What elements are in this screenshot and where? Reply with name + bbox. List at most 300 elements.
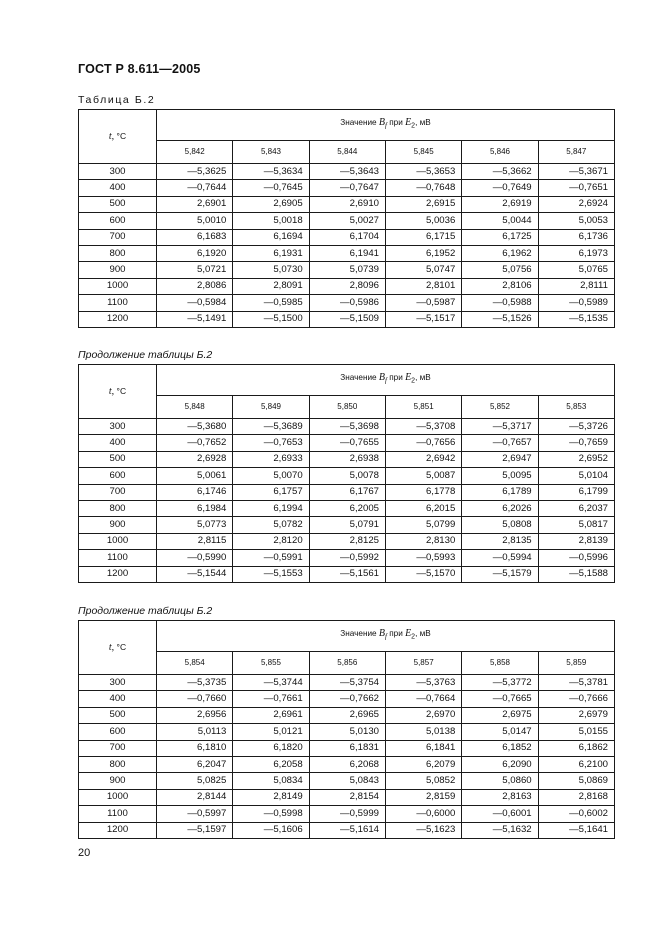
table-row	[79, 311, 615, 327]
column-header: 5,859	[538, 652, 614, 675]
table-row	[79, 229, 615, 245]
value-cell: 5,0018	[233, 213, 309, 229]
value-cell: —5,1597	[157, 822, 233, 838]
table-2-body	[79, 419, 615, 583]
value-cell: 2,6970	[385, 707, 461, 723]
value-cell: 6,1736	[538, 229, 614, 245]
value-cell: 2,8101	[385, 278, 461, 294]
value-cell: —5,1614	[309, 822, 385, 838]
value-cell: —5,1579	[462, 566, 538, 582]
value-cell: 5,0825	[157, 773, 233, 789]
value-cell: —0,7645	[233, 180, 309, 196]
column-header: 5,849	[233, 396, 309, 419]
temperature-cell: 1000	[79, 789, 157, 805]
value-sub-e: 2	[411, 633, 416, 641]
table-row	[79, 806, 615, 822]
column-header: 5,845	[385, 141, 461, 164]
value-cell: 5,0027	[309, 213, 385, 229]
value-symbol-e: E	[405, 628, 412, 640]
value-cell: —0,7662	[309, 691, 385, 707]
table-2-head	[79, 365, 615, 419]
value-cell: 2,6938	[309, 451, 385, 467]
value-cell: —0,5999	[309, 806, 385, 822]
value-cell: 2,6942	[385, 451, 461, 467]
value-cell: 6,2090	[462, 756, 538, 772]
value-mid: при	[389, 118, 403, 128]
value-sub-e: 2	[411, 122, 416, 130]
value-cell: —5,1641	[538, 822, 614, 838]
value-band-header	[157, 621, 615, 652]
value-cell: —0,7660	[157, 691, 233, 707]
table-row	[79, 789, 615, 805]
value-cell: 2,8106	[462, 278, 538, 294]
document-header: ГОСТ Р 8.611—2005	[78, 62, 201, 76]
value-cell: 5,0756	[462, 262, 538, 278]
value-cell: —0,5990	[157, 550, 233, 566]
column-header: 5,855	[233, 652, 309, 675]
value-cell: 6,1715	[385, 229, 461, 245]
temperature-cell: 500	[79, 451, 157, 467]
value-cell: 5,0087	[385, 468, 461, 484]
value-cell: 5,0852	[385, 773, 461, 789]
temp-unit: °C	[116, 642, 127, 652]
value-cell: —0,7661	[233, 691, 309, 707]
value-cell: —0,5988	[462, 295, 538, 311]
value-cell: —5,3754	[309, 675, 385, 691]
value-cell: 6,2026	[462, 500, 538, 516]
value-cell: 6,1931	[233, 245, 309, 261]
value-cell: 5,0010	[157, 213, 233, 229]
temperature-cell: 1100	[79, 806, 157, 822]
value-cell: —5,1535	[538, 311, 614, 327]
column-header: 5,858	[462, 652, 538, 675]
value-cell: —5,3708	[385, 419, 461, 435]
temperature-cell: 800	[79, 245, 157, 261]
value-cell: —0,5984	[157, 295, 233, 311]
temperature-cell: 600	[79, 724, 157, 740]
value-cell: —0,5992	[309, 550, 385, 566]
value-cell: —0,7648	[385, 180, 461, 196]
value-cell: 6,1984	[157, 500, 233, 516]
value-cell: —0,5986	[309, 295, 385, 311]
value-cell: —5,3662	[462, 164, 538, 180]
value-cell: 6,2047	[157, 756, 233, 772]
table-3-body	[79, 675, 615, 839]
value-cell: 2,6933	[233, 451, 309, 467]
value-cell: 2,6956	[157, 707, 233, 723]
value-cell: 6,1778	[385, 484, 461, 500]
value-cell: 6,1862	[538, 740, 614, 756]
column-header-row	[79, 396, 615, 419]
header-row	[79, 621, 615, 652]
value-cell: 6,2079	[385, 756, 461, 772]
temperature-cell: 1000	[79, 533, 157, 549]
value-cell: —5,3698	[309, 419, 385, 435]
table-row	[79, 451, 615, 467]
value-cell: 5,0053	[538, 213, 614, 229]
value-cell: 6,2015	[385, 500, 461, 516]
value-cell: —5,3717	[462, 419, 538, 435]
column-header: 5,848	[157, 396, 233, 419]
temperature-header	[79, 365, 157, 419]
value-cell: 6,1694	[233, 229, 309, 245]
value-cell: 5,0104	[538, 468, 614, 484]
value-cell: —0,7651	[538, 180, 614, 196]
value-cell: 5,0730	[233, 262, 309, 278]
value-band-header	[157, 365, 615, 396]
temperature-cell: 1200	[79, 822, 157, 838]
value-cell: —5,1588	[538, 566, 614, 582]
table-3	[78, 620, 615, 839]
value-suffix: , мВ	[415, 118, 431, 128]
temperature-cell: 1000	[79, 278, 157, 294]
value-cell: 2,6965	[309, 707, 385, 723]
value-cell: 5,0808	[462, 517, 538, 533]
temperature-cell: 800	[79, 756, 157, 772]
header-row	[79, 365, 615, 396]
temperature-cell: 900	[79, 517, 157, 533]
value-prefix: Значение	[340, 373, 377, 383]
table-row	[79, 419, 615, 435]
table-row	[79, 245, 615, 261]
value-symbol-b: B	[378, 372, 385, 384]
table-row	[79, 707, 615, 723]
value-symbol-b: B	[378, 628, 385, 640]
value-cell: 2,6975	[462, 707, 538, 723]
column-header: 5,851	[385, 396, 461, 419]
temperature-cell: 300	[79, 164, 157, 180]
value-cell: 5,0721	[157, 262, 233, 278]
page-number: 20	[78, 847, 91, 859]
table-row	[79, 724, 615, 740]
value-cell: 5,0765	[538, 262, 614, 278]
table-row	[79, 550, 615, 566]
value-cell: 2,6961	[233, 707, 309, 723]
value-cell: 2,6928	[157, 451, 233, 467]
value-cell: —5,1606	[233, 822, 309, 838]
table-row	[79, 566, 615, 582]
value-cell: 2,6979	[538, 707, 614, 723]
temperature-cell: 900	[79, 773, 157, 789]
value-cell: —5,3744	[233, 675, 309, 691]
value-cell: —0,5994	[462, 550, 538, 566]
temp-unit: °C	[116, 386, 127, 396]
column-header: 5,843	[233, 141, 309, 164]
value-cell: —5,3671	[538, 164, 614, 180]
value-cell: —0,5987	[385, 295, 461, 311]
column-header: 5,856	[309, 652, 385, 675]
value-cell: —5,1561	[309, 566, 385, 582]
value-cell: —5,1570	[385, 566, 461, 582]
value-cell: 6,1973	[538, 245, 614, 261]
value-cell: 5,0121	[233, 724, 309, 740]
value-cell: 2,8159	[385, 789, 461, 805]
value-suffix: , мВ	[415, 629, 431, 639]
value-cell: 2,8139	[538, 533, 614, 549]
table-2-caption: Продолжение таблицы Б.2	[78, 349, 213, 361]
value-cell: —5,1509	[309, 311, 385, 327]
column-header: 5,857	[385, 652, 461, 675]
value-cell: 2,8163	[462, 789, 538, 805]
value-cell: —0,7655	[309, 435, 385, 451]
value-cell: —5,3781	[538, 675, 614, 691]
value-symbol-e: E	[405, 372, 412, 384]
value-cell: 2,8144	[157, 789, 233, 805]
value-cell: 6,1683	[157, 229, 233, 245]
value-cell: —0,7652	[157, 435, 233, 451]
value-cell: 6,1952	[385, 245, 461, 261]
value-cell: —0,5997	[157, 806, 233, 822]
value-cell: 6,1852	[462, 740, 538, 756]
column-header: 5,847	[538, 141, 614, 164]
value-cell: —5,1544	[157, 566, 233, 582]
table-2	[78, 364, 615, 583]
temperature-cell: 500	[79, 707, 157, 723]
value-cell: —0,7653	[233, 435, 309, 451]
value-cell: 5,0739	[309, 262, 385, 278]
value-sub-b: f	[384, 632, 387, 641]
column-header-row	[79, 141, 615, 164]
temperature-cell: 1100	[79, 550, 157, 566]
value-cell: —5,3643	[309, 164, 385, 180]
value-cell: —5,1491	[157, 311, 233, 327]
value-sub-b: f	[384, 121, 387, 130]
value-cell: 2,8096	[309, 278, 385, 294]
temperature-header	[79, 110, 157, 164]
value-cell: —5,3680	[157, 419, 233, 435]
value-mid: при	[389, 373, 403, 383]
column-header: 5,846	[462, 141, 538, 164]
table-row	[79, 533, 615, 549]
temperature-cell: 1200	[79, 566, 157, 582]
value-cell: 2,6924	[538, 196, 614, 212]
table-row	[79, 164, 615, 180]
table-row	[79, 196, 615, 212]
table-row	[79, 517, 615, 533]
value-cell: —0,7647	[309, 180, 385, 196]
value-cell: 5,0078	[309, 468, 385, 484]
value-cell: 2,8130	[385, 533, 461, 549]
value-cell: 5,0044	[462, 213, 538, 229]
value-cell: —0,6000	[385, 806, 461, 822]
temperature-cell: 700	[79, 740, 157, 756]
table-1-head	[79, 110, 615, 164]
column-header: 5,842	[157, 141, 233, 164]
temperature-header	[79, 621, 157, 675]
value-cell: 6,1704	[309, 229, 385, 245]
table-row	[79, 740, 615, 756]
value-cell: 5,0834	[233, 773, 309, 789]
value-cell: —0,7659	[538, 435, 614, 451]
value-cell: —0,5989	[538, 295, 614, 311]
value-cell: 5,0138	[385, 724, 461, 740]
value-cell: —0,5993	[385, 550, 461, 566]
value-cell: 2,6915	[385, 196, 461, 212]
value-cell: 6,1767	[309, 484, 385, 500]
value-cell: 2,8168	[538, 789, 614, 805]
value-cell: 5,0070	[233, 468, 309, 484]
value-cell: —0,7656	[385, 435, 461, 451]
value-cell: 6,1831	[309, 740, 385, 756]
value-cell: 6,1820	[233, 740, 309, 756]
value-symbol-b: B	[378, 117, 385, 129]
value-cell: 2,8135	[462, 533, 538, 549]
temperature-cell: 700	[79, 229, 157, 245]
table-row	[79, 675, 615, 691]
value-cell: 5,0155	[538, 724, 614, 740]
temp-unit: °C	[116, 131, 127, 141]
value-cell: —5,3625	[157, 164, 233, 180]
value-cell: —5,1500	[233, 311, 309, 327]
value-cell: 2,8115	[157, 533, 233, 549]
value-symbol-e: E	[405, 117, 412, 129]
value-cell: 2,8086	[157, 278, 233, 294]
table-3-head	[79, 621, 615, 675]
value-cell: —5,3726	[538, 419, 614, 435]
value-cell: 2,8091	[233, 278, 309, 294]
temperature-cell: 700	[79, 484, 157, 500]
value-cell: 5,0113	[157, 724, 233, 740]
value-cell: 5,0061	[157, 468, 233, 484]
value-cell: 6,1962	[462, 245, 538, 261]
temperature-cell: 600	[79, 213, 157, 229]
value-cell: 5,0817	[538, 517, 614, 533]
table-row	[79, 773, 615, 789]
table-row	[79, 278, 615, 294]
value-cell: 6,1789	[462, 484, 538, 500]
table-1-caption: Таблица Б.2	[78, 94, 156, 106]
value-cell: 6,1841	[385, 740, 461, 756]
value-cell: 2,8149	[233, 789, 309, 805]
table-row	[79, 468, 615, 484]
value-mid: при	[389, 629, 403, 639]
value-cell: 5,0747	[385, 262, 461, 278]
value-cell: —5,3735	[157, 675, 233, 691]
value-cell: 5,0860	[462, 773, 538, 789]
temperature-cell: 300	[79, 675, 157, 691]
value-cell: 6,1920	[157, 245, 233, 261]
value-cell: 2,8154	[309, 789, 385, 805]
value-cell: 5,0036	[385, 213, 461, 229]
value-cell: —5,3689	[233, 419, 309, 435]
value-cell: 2,6952	[538, 451, 614, 467]
table-1	[78, 109, 615, 328]
value-cell: —5,3772	[462, 675, 538, 691]
column-header-row	[79, 652, 615, 675]
value-cell: —0,6001	[462, 806, 538, 822]
table-row	[79, 435, 615, 451]
value-cell: —0,5991	[233, 550, 309, 566]
value-cell: 2,6947	[462, 451, 538, 467]
value-cell: 6,1810	[157, 740, 233, 756]
temperature-cell: 500	[79, 196, 157, 212]
temperature-cell: 300	[79, 419, 157, 435]
temp-symbol: t,	[108, 386, 115, 397]
value-cell: —0,5985	[233, 295, 309, 311]
value-cell: 6,1746	[157, 484, 233, 500]
value-cell: 6,2100	[538, 756, 614, 772]
table-row	[79, 691, 615, 707]
value-cell: —0,7657	[462, 435, 538, 451]
table-row	[79, 262, 615, 278]
value-cell: —5,1623	[385, 822, 461, 838]
temperature-cell: 600	[79, 468, 157, 484]
temp-symbol: t,	[108, 131, 115, 142]
value-sub-e: 2	[411, 377, 416, 385]
column-header: 5,852	[462, 396, 538, 419]
value-cell: —5,1526	[462, 311, 538, 327]
column-header: 5,853	[538, 396, 614, 419]
table-row	[79, 756, 615, 772]
value-cell: 6,2005	[309, 500, 385, 516]
column-header: 5,850	[309, 396, 385, 419]
value-cell: 6,1994	[233, 500, 309, 516]
value-cell: 5,0147	[462, 724, 538, 740]
value-cell: 2,6919	[462, 196, 538, 212]
temperature-cell: 900	[79, 262, 157, 278]
temperature-cell: 1200	[79, 311, 157, 327]
column-header: 5,844	[309, 141, 385, 164]
table-1-body	[79, 164, 615, 328]
value-cell: 2,6905	[233, 196, 309, 212]
temperature-cell: 400	[79, 180, 157, 196]
temperature-cell: 800	[79, 500, 157, 516]
value-cell: —5,3653	[385, 164, 461, 180]
value-cell: 2,8125	[309, 533, 385, 549]
value-cell: 6,1799	[538, 484, 614, 500]
table-row	[79, 295, 615, 311]
value-prefix: Значение	[340, 629, 377, 639]
value-suffix: , мВ	[415, 373, 431, 383]
value-cell: 5,0869	[538, 773, 614, 789]
value-cell: 5,0782	[233, 517, 309, 533]
table-row	[79, 822, 615, 838]
table-row	[79, 500, 615, 516]
value-cell: 5,0773	[157, 517, 233, 533]
value-cell: —5,1632	[462, 822, 538, 838]
value-cell: 2,8111	[538, 278, 614, 294]
value-cell: —0,5998	[233, 806, 309, 822]
value-cell: —0,7649	[462, 180, 538, 196]
value-cell: —0,7644	[157, 180, 233, 196]
table-row	[79, 484, 615, 500]
value-cell: —5,1553	[233, 566, 309, 582]
value-cell: —0,7666	[538, 691, 614, 707]
value-cell: 5,0130	[309, 724, 385, 740]
value-prefix: Значение	[340, 118, 377, 128]
header-row	[79, 110, 615, 141]
value-cell: 2,8120	[233, 533, 309, 549]
temperature-cell: 400	[79, 435, 157, 451]
value-band-header	[157, 110, 615, 141]
temperature-cell: 1100	[79, 295, 157, 311]
table-row	[79, 180, 615, 196]
value-cell: —0,5996	[538, 550, 614, 566]
value-cell: 6,2058	[233, 756, 309, 772]
value-sub-b: f	[384, 376, 387, 385]
value-cell: —5,1517	[385, 311, 461, 327]
value-cell: 5,0095	[462, 468, 538, 484]
value-cell: —0,7664	[385, 691, 461, 707]
value-cell: 5,0843	[309, 773, 385, 789]
value-cell: —5,3634	[233, 164, 309, 180]
table-row	[79, 213, 615, 229]
value-cell: —5,3763	[385, 675, 461, 691]
value-cell: 2,6910	[309, 196, 385, 212]
column-header: 5,854	[157, 652, 233, 675]
value-cell: —0,6002	[538, 806, 614, 822]
temp-symbol: t,	[108, 642, 115, 653]
